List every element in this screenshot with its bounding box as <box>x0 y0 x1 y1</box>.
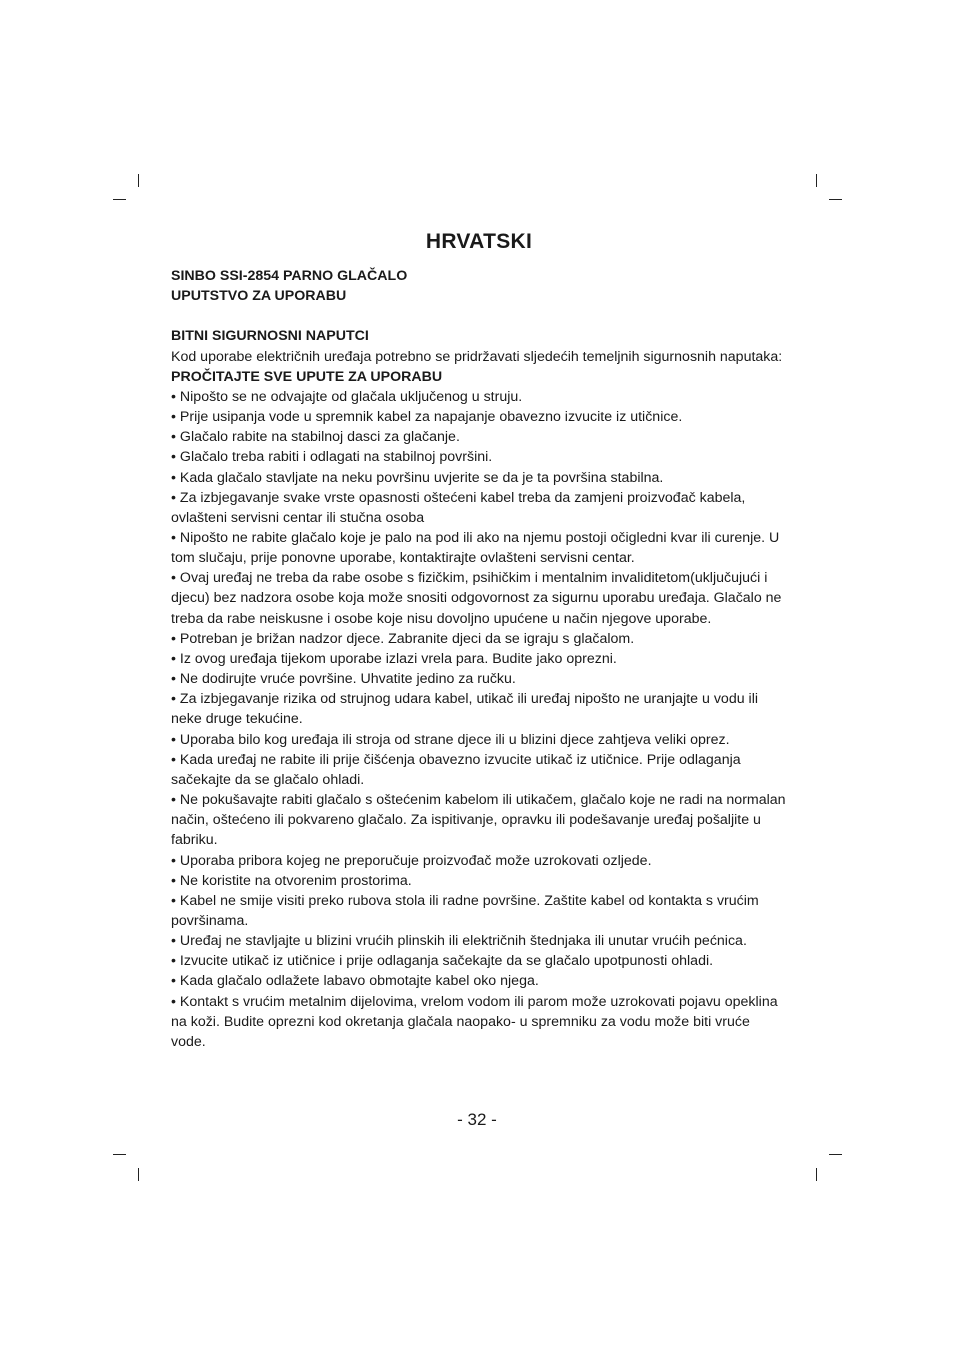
list-item: • Za izbjegavanje rizika od strujnog udara kabel, utikač ili uređaj nipošto ne uranjajte u vodu ili neke druge tekućine. <box>171 691 758 728</box>
safety-heading: BITNI SIGURNOSNI NAPUTCI <box>171 328 369 345</box>
list-item: • Uređaj ne stavljajte u blizini vrućih plinskih ili električnih štednjaka ili unutar vrućih pećnica. <box>171 933 747 950</box>
list-item: • Ne dodirujte vruće površine. Uhvatite jedino za ručku. <box>171 671 516 688</box>
intro-paragraph: Kod uporabe električnih uređaja potrebno se pridržavati sljedećih temeljnih sigurnosnih naputaka: <box>171 348 783 365</box>
list-item: • Ne pokušavajte rabiti glačalo s oštećenim kabelom ili utikačem, glačalo koje ne radi na normalan način, oštećeno ili pokvareno glačalo. Za ispitivanje, opravku ili podešavanje uređaj pošaljite u fabriku. <box>171 792 786 849</box>
list-item: • Kada glačalo odlažete labavo obmotajte kabel oko njega. <box>171 973 539 990</box>
crop-mark-bottom-right-horizontal <box>829 1154 842 1155</box>
list-item: • Nipošto ne rabite glačalo koje je palo na pod ili ako na njemu postoji očigledni kvar ili curenje. U tom slučaju, prije ponovne uporabe, kontaktirajte ovlašteni servisni centar. <box>171 530 780 567</box>
list-item: • Prije usipanja vode u spremnik kabel za napajanje obavezno izvucite iz utičnice. <box>171 409 683 426</box>
crop-mark-top-right-horizontal <box>829 199 842 200</box>
list-item: • Ne koristite na otvorenim prostorima. <box>171 872 412 889</box>
language-title: HRVATSKI <box>425 230 533 253</box>
safety-bullet-list <box>171 387 787 1052</box>
page-content <box>171 228 787 1052</box>
list-item: • Uporaba pribora kojeg ne preporučuje proizvođač može uzrokovati ozljede. <box>171 852 652 869</box>
list-item: • Glačalo treba rabiti i odlagati na stabilnoj površini. <box>171 449 493 466</box>
crop-mark-top-left-horizontal <box>113 199 126 200</box>
read-instructions-heading: PROČITAJTE SVE UPUTE ZA UPORABU <box>171 368 443 385</box>
list-item: • Kada uređaj ne rabite ili prije čišćenja obavezno izvucite utikač iz utičnice. Prije odlaganja sačekajte da se glačalo ohladi. <box>171 751 741 788</box>
crop-mark-bottom-left-vertical <box>138 1168 139 1181</box>
list-item: • Kada glačalo stavljate na neku površinu uvjerite se da je ta površina stabilna. <box>171 469 664 486</box>
manual-title: UPUTSTVO ZA UPORABU <box>171 288 347 305</box>
page-number: - 32 - <box>457 1110 497 1129</box>
list-item: • Izvucite utikač iz utičnice i prije odlaganja sačekajte da se glačalo upotpunosti ohladi. <box>171 953 714 970</box>
list-item: • Iz ovog uređaja tijekom uporabe izlazi vrela para. Budite jako oprezni. <box>171 650 617 667</box>
list-item: • Ovaj uređaj ne treba da rabe osobe s fizičkim, psihičkim i mentalnim invaliditetom(uključujući i djecu) bez nadzora osobe koja može snositi odgovornost za sigurnu uporabu uređaja. Glačalo ne treba da rabe neiskusne i osobe koje nisu dovoljno upućene u način njegove uporabe. <box>171 570 782 627</box>
list-item: • Glačalo rabite na stabilnoj dasci za glačanje. <box>171 429 460 446</box>
list-item: • Kontakt s vrućim metalnim dijelovima, vrelom vodom ili parom može uzrokovati pojavu opeklina na koži. Budite oprezni kod okretanja glačala naopako- u spremniku za vodu može biti vruće vode. <box>171 993 778 1050</box>
crop-mark-top-right-vertical <box>816 174 817 187</box>
spacer <box>171 306 787 326</box>
list-item: • Potreban je brižan nadzor djece. Zabranite djeci da se igraju s glačalom. <box>171 630 635 647</box>
list-item: • Uporaba bilo kog uređaja ili stroja od strane djece ili u blizini djece zahtjeva veliki oprez. <box>171 731 730 748</box>
product-title: SINBO SSI-2854 PARNO GLAČALO <box>171 268 408 284</box>
crop-mark-bottom-right-vertical <box>816 1168 817 1181</box>
list-item: • Nipošto se ne odvajajte od glačala uključenog u struju. <box>171 388 523 405</box>
list-item: • Kabel ne smije visiti preko rubova stola ili radne površine. Zaštite kabel od kontakta s vrućim površinama. <box>171 892 759 929</box>
list-item: • Za izbjegavanje svake vrste opasnosti oštećeni kabel treba da zamjeni proizvođač kabela, ovlašteni servisni centar ili stučna osoba <box>171 489 746 526</box>
crop-mark-top-left-vertical <box>138 174 139 187</box>
crop-mark-bottom-left-horizontal <box>113 1154 126 1155</box>
